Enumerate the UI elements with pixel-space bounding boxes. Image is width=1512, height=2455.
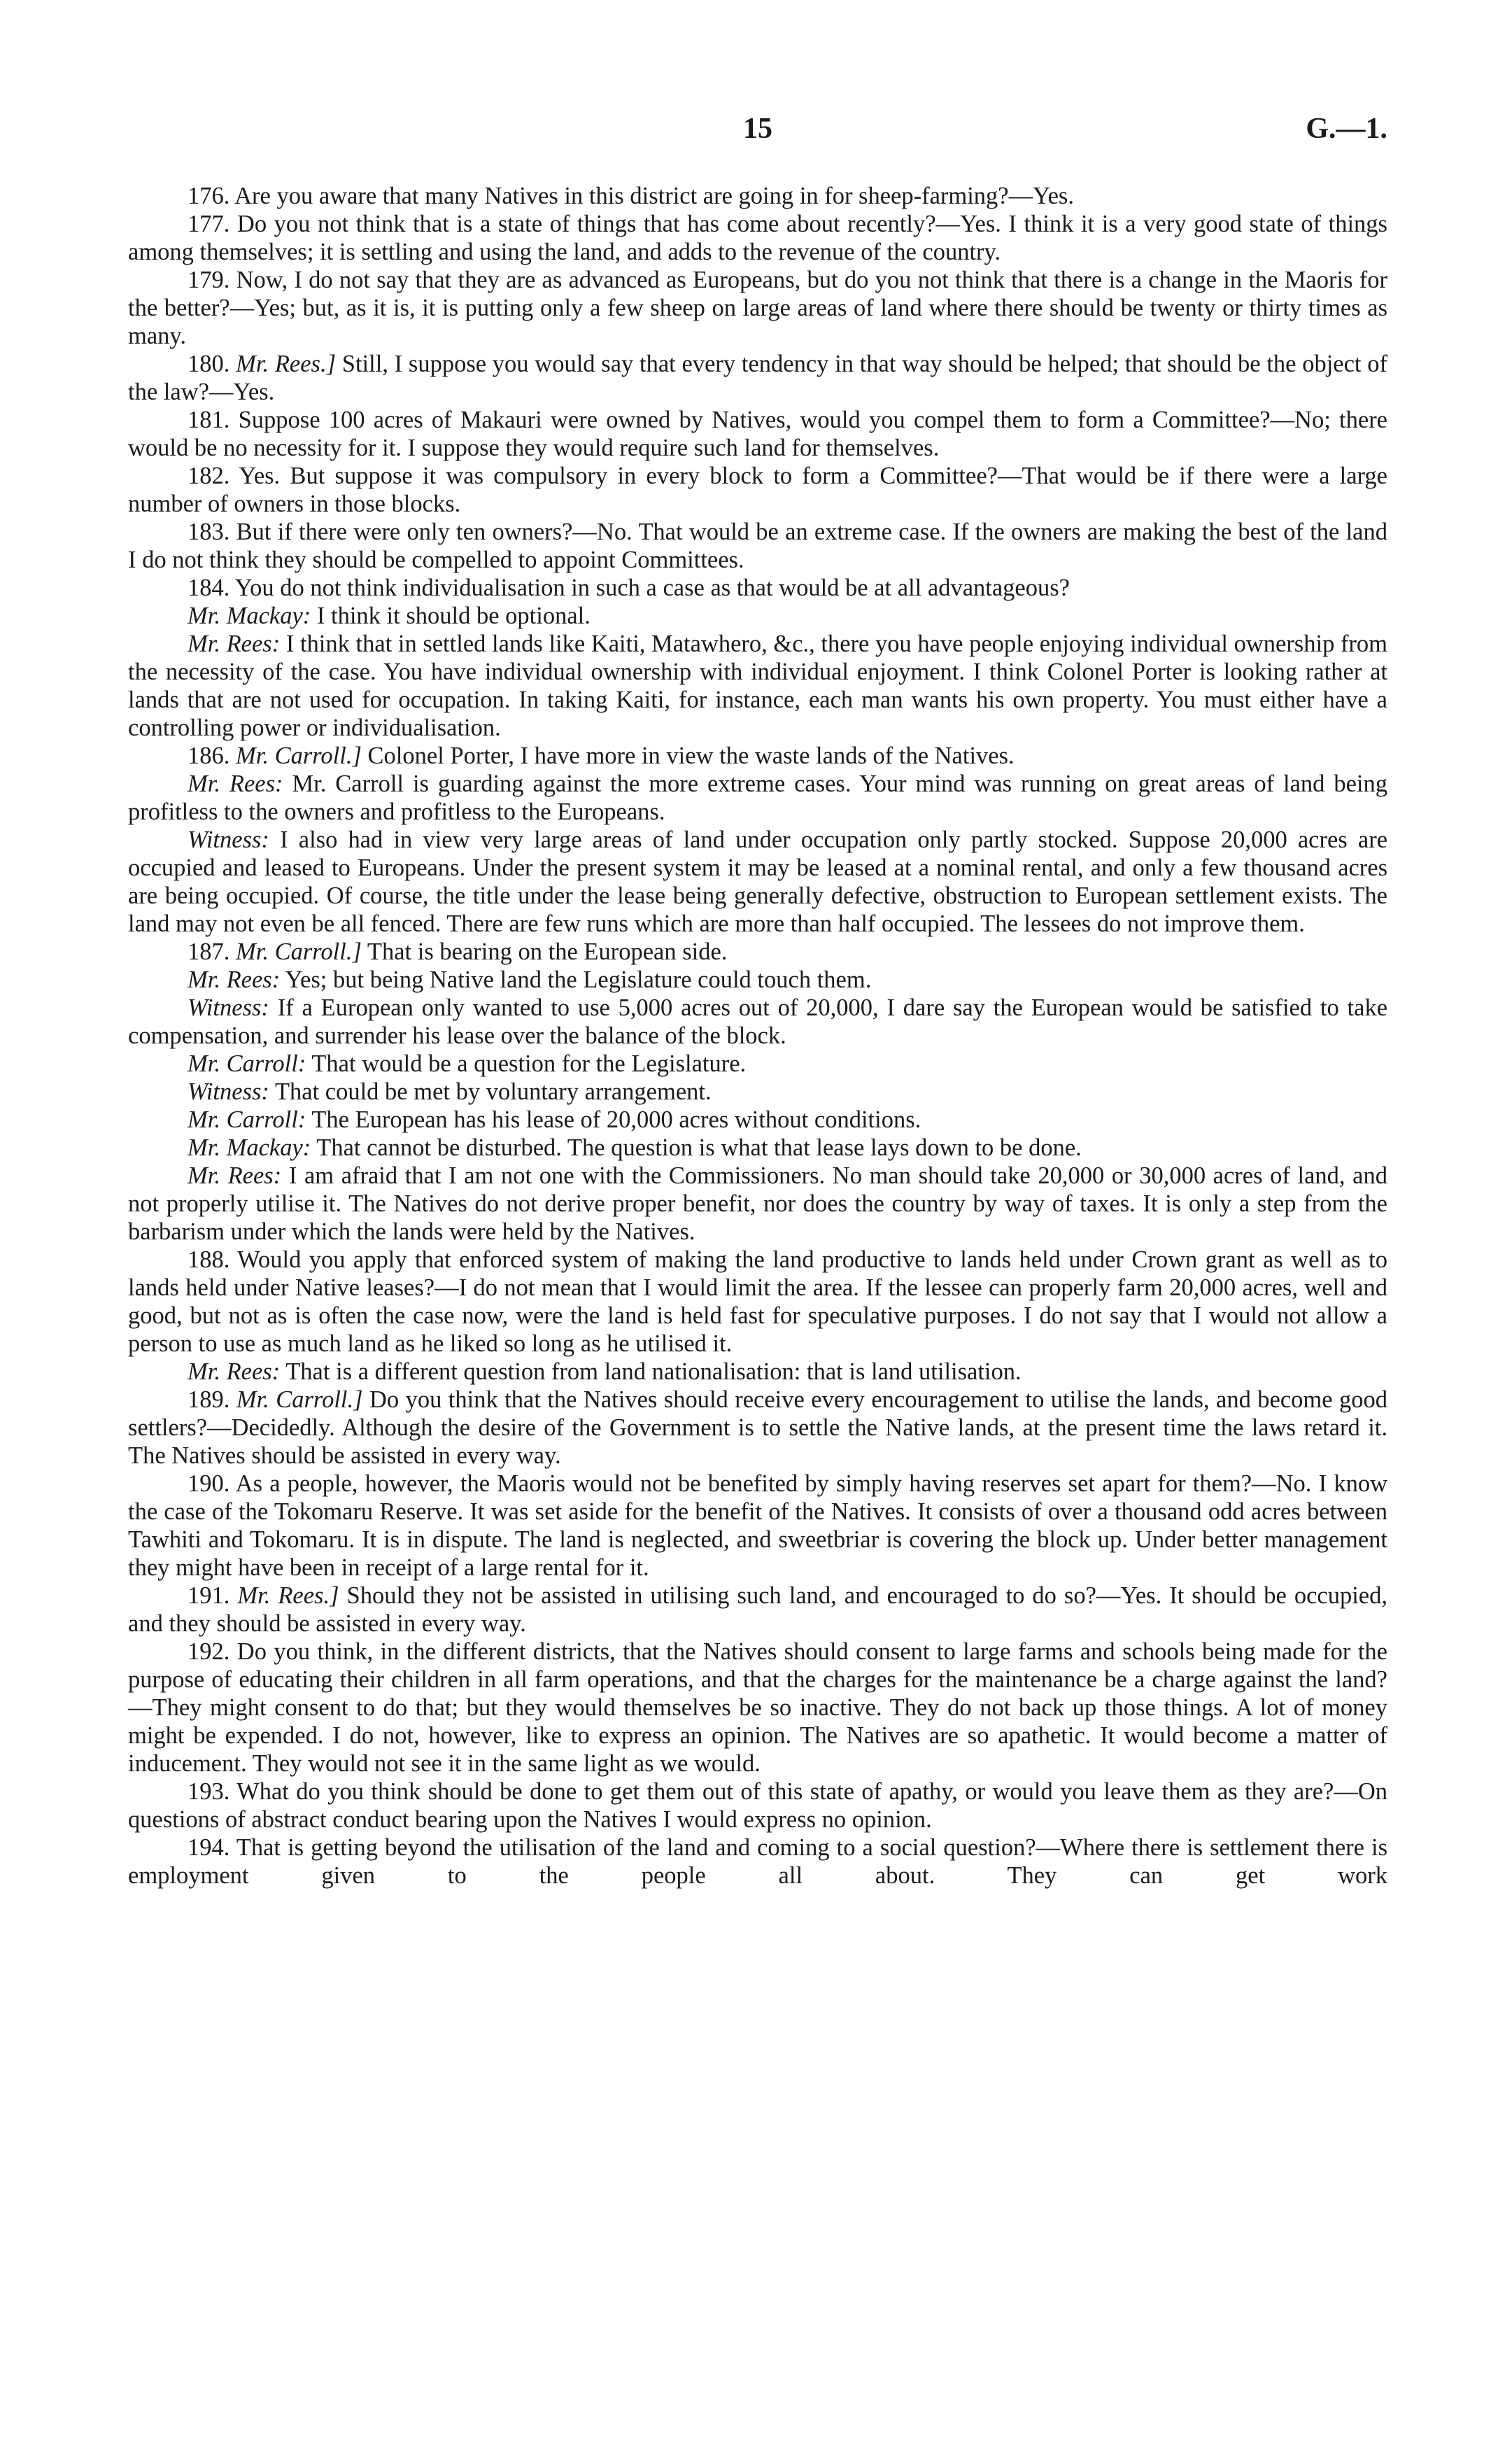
speaker-label: Mr. Rees: [188, 1358, 281, 1385]
paragraph [128, 1246, 1387, 1358]
paragraph [128, 518, 1387, 574]
paragraph-text: That would be a question for the Legislature. [311, 1050, 747, 1077]
speaker-label: Mr. Rees: [188, 631, 281, 657]
speaker-label: Witness: [188, 1078, 269, 1105]
speaker-label: Witness: [188, 826, 269, 853]
paragraph-text: That is bearing on the European side. [367, 938, 728, 965]
paragraph-text: 184. You do not think individualisation in such a case as that would be at all advantageous? [188, 575, 1070, 601]
paragraph-text: Mr. Carroll is guarding against the more extreme cases. Your mind was running on great areas of land being profitless to the owners and profitless to the Europeans. [128, 771, 1387, 825]
document-page [128, 112, 1387, 1890]
paragraph [128, 630, 1387, 742]
speaker-label: Mr. Rees: [188, 1162, 282, 1189]
paragraph [128, 574, 1387, 602]
question-number: 189. [188, 1386, 236, 1413]
paragraph-text: 194. That is getting beyond the utilisation of the land and coming to a social question?—Where there is settlement there is employment given to the people all about. They can get work [128, 1834, 1387, 1889]
paragraph [128, 1834, 1387, 1890]
paragraph-text: 179. Now, I do not say that they are as advanced as Europeans, but do you not think that there is a change in the Maoris for the better?—Yes; but, as it is, it is putting only a few sheep on large areas of land where there should be twenty or thirty times as many. [128, 267, 1387, 349]
paragraph [128, 994, 1387, 1050]
speaker-label: Mr. Carroll.] [236, 1386, 363, 1413]
question-number: 191. [188, 1582, 238, 1609]
document-body [128, 182, 1387, 1890]
paragraph-text: 192. Do you think, in the different districts, that the Natives should consent to large farms and schools being made for the purpose of educating their children in all farm operations, and that the charges for the maintenance be a charge against the land?—They might consent to do that; but they would themselves be so inactive. They do not back up those things. A lot of money might be expended. I do not, however, like to express an opinion. The Natives are so apathetic. It would become a matter of inducement. They would not see it in the same light as we would. [128, 1638, 1387, 1777]
speaker-label: Witness: [188, 994, 269, 1021]
paragraph [128, 350, 1387, 406]
page-header [128, 112, 1387, 154]
speaker-label: Mr. Rees.] [236, 351, 337, 377]
paragraph [128, 770, 1387, 826]
paragraph [128, 1134, 1387, 1162]
paragraph [128, 966, 1387, 994]
paragraph-text: 193. What do you think should be done to get them out of this state of apathy, or would you leave them as they are?—On questions of abstract conduct bearing upon the Natives I would express no opinion. [128, 1778, 1387, 1833]
paragraph-text: Colonel Porter, I have more in view the waste lands of the Natives. [367, 743, 1015, 769]
paragraph-text: I think it should be optional. [316, 603, 591, 629]
paragraph-text: Should they not be assisted in utilising such land, and encouraged to do so?—Yes. It should be occupied, and they should be assisted in every way. [128, 1582, 1387, 1637]
paragraph-text: The European has his lease of 20,000 acres without conditions. [311, 1106, 921, 1133]
paragraph [128, 462, 1387, 518]
paragraph [128, 1078, 1387, 1106]
paragraph-text: I also had in view very large areas of land under occupation only partly stocked. Suppose 20,000 acres are occupied and leased to Europeans. Under the present system it may be leased at a nominal rental, and only a few thousand acres are being occupied. Of course, the title under the lease being generally defective, obstruction to European settlement exists. The land may not even be all fenced. There are few runs which are more than half occupied. The lessees do not improve them. [128, 826, 1388, 937]
paragraph [128, 1778, 1387, 1834]
paragraph [128, 1050, 1387, 1078]
paragraph [128, 742, 1387, 770]
speaker-label: Mr. Rees.] [237, 1582, 339, 1609]
question-number: 186. [188, 743, 236, 769]
paragraph-text: Yes; but being Native land the Legislature could touch them. [285, 966, 872, 993]
paragraph-text: That is a different question from land nationalisation: that is land utilisation. [285, 1358, 1022, 1385]
paragraph [128, 1106, 1387, 1134]
paragraph-text: I am afraid that I am not one with the Commissioners. No man should take 20,000 or 30,000 acres of land, and not properly utilise it. The Natives do not derive proper benefit, nor does the country by way of taxes. It is only a step from the barbarism under which the lands were held by the Natives. [128, 1162, 1387, 1245]
paragraph-text: 188. Would you apply that enforced system of making the land productive to lands held under Crown grant as well as to lands held under Native leases?—I do not mean that I would limit the area. If the lessee can properly farm 20,000 acres, well and good, but not as is often the case now, were the land is held fast for speculative purposes. I do not say that I would not allow a person to use as much land as he liked so long as he utilised it. [128, 1246, 1387, 1357]
paragraph-text: 177. Do you not think that is a state of things that has come about recently?—Yes. I think it is a very good state of things among themselves; it is settling and using the land, and adds to the revenue of the country. [128, 211, 1387, 265]
speaker-label: Mr. Carroll: [188, 1050, 306, 1077]
question-number: 187. [188, 938, 236, 965]
speaker-label: Mr. Carroll.] [236, 938, 362, 965]
paragraph [128, 1162, 1387, 1246]
paragraph [128, 938, 1387, 966]
paragraph [128, 602, 1387, 630]
paragraph [128, 1582, 1387, 1638]
speaker-label: Mr. Mackay: [188, 1134, 311, 1161]
series-reference: G.—1. [1306, 113, 1387, 145]
paragraph-text: 176. Are you aware that many Natives in this district are going in for sheep-farming?—Yes. [188, 183, 1074, 209]
paragraph-text: That could be met by voluntary arrangement. [274, 1078, 712, 1105]
paragraph [128, 1470, 1387, 1582]
paragraph [128, 1386, 1387, 1470]
paragraph-text: That cannot be disturbed. The question is what that lease lays down to be done. [316, 1134, 1082, 1161]
paragraph-text: Still, I suppose you would say that every tendency in that way should be helped; that should be the object of the law?—Yes. [128, 351, 1387, 405]
paragraph [128, 182, 1387, 210]
paragraph-text: 181. Suppose 100 acres of Makauri were owned by Natives, would you compel them to form a Committee?—No; there would be no necessity for it. I suppose they would require such land for themselves. [128, 407, 1387, 461]
paragraph [128, 1638, 1387, 1778]
speaker-label: Mr. Rees: [188, 966, 281, 993]
speaker-label: Mr. Carroll: [188, 1106, 306, 1133]
paragraph-text: I think that in settled lands like Kaiti, Matawhero, &c., there you have people enjoying individual ownership from the necessity of the case. You have individual ownership with individual enjoyment. I think Colonel Porter is looking rather at lands that are not used for occupation. In taking Kaiti, for instance, each man wants his own property. You must either have a controlling power or individualisation. [128, 631, 1388, 741]
paragraph-text: 190. As a people, however, the Maoris would not be benefited by simply having reserves set apart for them?—No. I know the case of the Tokomaru Reserve. It was set aside for the benefit of the Natives. It consists of over a thousand odd acres between Tawhiti and Tokomaru. It is in dispute. The land is neglected, and sweetbriar is covering the block up. Under better management they might have been in receipt of a large rental for it. [128, 1470, 1387, 1581]
paragraph [128, 826, 1387, 938]
paragraph-text: 183. But if there were only ten owners?—No. That would be an extreme case. If the owners are making the best of the land I do not think they should be compelled to appoint Committees. [128, 519, 1387, 573]
paragraph [128, 406, 1387, 462]
paragraph [128, 210, 1387, 266]
paragraph [128, 1358, 1387, 1386]
question-number: 180. [188, 351, 236, 377]
paragraph-text: If a European only wanted to use 5,000 acres out of 20,000, I dare say the European would be satisfied to take compensation, and surrender his lease over the balance of the block. [128, 994, 1388, 1049]
page-number: 15 [743, 113, 772, 145]
paragraph [128, 266, 1387, 350]
speaker-label: Mr. Rees: [188, 771, 283, 797]
speaker-label: Mr. Mackay: [188, 603, 311, 629]
paragraph-text: 182. Yes. But suppose it was compulsory in every block to form a Committee?—That would be if there were a large number of owners in those blocks. [128, 463, 1387, 517]
speaker-label: Mr. Carroll.] [236, 743, 362, 769]
paragraph-text: Do you think that the Natives should receive every encouragement to utilise the lands, and become good settlers?—Decidedly. Although the desire of the Government is to settle the Native lands, at the present time the laws retard it. The Natives should be assisted in every way. [128, 1386, 1388, 1469]
